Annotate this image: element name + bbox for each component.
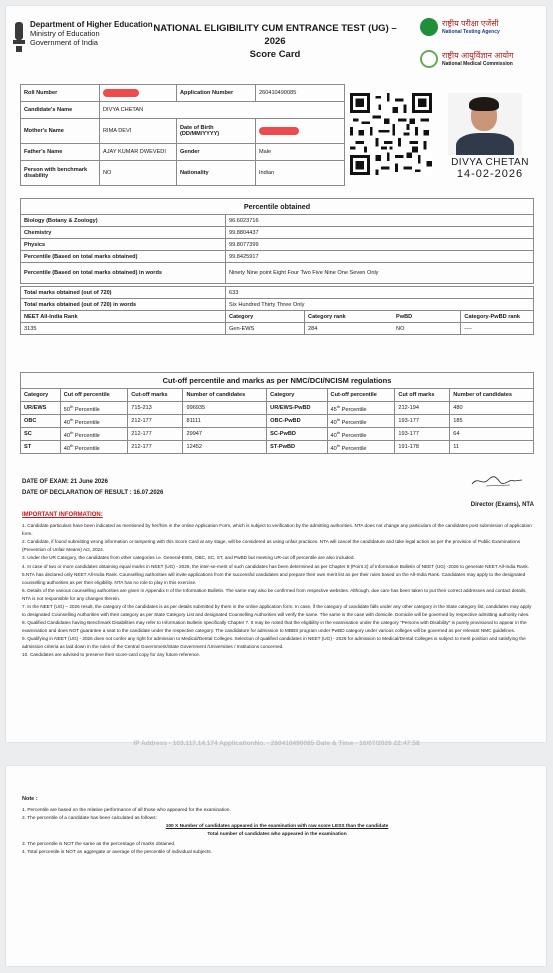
percentile-label: Physics	[21, 239, 226, 251]
percentile-word: Percentile	[74, 445, 100, 452]
note-item: 4. Total percentile is NOT an aggregate or average of the percentile of individual subjects.	[22, 850, 212, 855]
ordinal-suffix: th	[70, 403, 74, 409]
marks-label: Total marks obtained (out of 720) in words	[21, 299, 226, 311]
important-notes	[22, 522, 534, 660]
cutoff-cell	[327, 402, 395, 415]
cutoff-cell	[327, 441, 395, 454]
rank-header-category-rank: Category rank	[308, 313, 346, 320]
redaction-mark	[103, 89, 139, 97]
percentile-word: Percentile	[341, 432, 367, 439]
formula-numerator	[22, 823, 532, 831]
rank-value-category-rank: 284	[308, 325, 318, 332]
cutoff-cell: 480	[450, 402, 534, 415]
cutoff-cell: 191-178	[395, 441, 450, 454]
ordinal-suffix: th	[336, 442, 341, 448]
photo-caption-name: DIVYA CHETAN	[451, 157, 529, 168]
mother-label: Mother's Name	[21, 119, 100, 144]
cutoff-col-header: Cut-off marks	[128, 389, 183, 402]
title-line-2: 2026	[264, 36, 286, 47]
important-item: 10. Candidates are advised to preserve their score-card copy for any future reference.	[22, 652, 201, 657]
cutoff-cell	[60, 428, 127, 441]
cutoff-percentile-number: 40	[330, 419, 337, 426]
cutoff-cell: 212-177	[128, 441, 183, 454]
cutoff-heading: Cut-off percentile and marks as per NMC/DCI/NCISM regulations	[21, 373, 534, 389]
dept-line-1: Department of Higher Education	[30, 20, 153, 29]
percentile-label: Chemistry	[21, 227, 226, 239]
rank-header: NEET All-India Rank	[21, 311, 226, 323]
note-heading: Note :	[22, 796, 38, 802]
rank-header-pwbd: PwBD	[396, 313, 413, 320]
cutoff-cell: 185	[450, 415, 534, 428]
percentile-label: Percentile (Based on total marks obtained)	[21, 251, 226, 263]
cutoff-row	[21, 402, 534, 415]
nta-name	[442, 19, 500, 36]
cutoff-cell: 81111	[183, 415, 267, 428]
cutoff-cell: OBC-PwBD	[267, 415, 327, 428]
marks-value: Six Hundred Thirty Three Only	[226, 299, 534, 311]
cutoff-rows	[21, 402, 534, 454]
marks-value: 633	[226, 287, 534, 299]
dob-value	[256, 119, 345, 144]
gender-value: Male	[256, 144, 345, 161]
cutoff-cell: 715-213	[128, 402, 183, 415]
nmc-name	[442, 51, 514, 68]
app-label: Application Number	[177, 85, 256, 102]
cutoff-col-header: Category	[21, 389, 61, 402]
percentile-word: Percentile	[74, 406, 100, 413]
cutoff-col-header: Number of candidates	[450, 389, 534, 402]
ordinal-suffix: th	[336, 416, 341, 422]
dates-block	[22, 477, 163, 499]
rank-header: Category-PwBD rank	[461, 311, 534, 323]
cutoff-cell: 212-177	[128, 428, 183, 441]
nationality-label: Nationality	[177, 161, 256, 186]
cutoff-col-header: Number of candidates	[183, 389, 267, 402]
cutoff-cell: UR/EWS	[21, 402, 61, 415]
cutoff-cell: SC-PwBD	[267, 428, 327, 441]
cutoff-cell: ST	[21, 441, 61, 454]
photo-caption-date: 14-02-2026	[456, 168, 524, 180]
cutoff-percentile-number: 40	[63, 419, 71, 426]
nta-logo-icon	[420, 18, 438, 36]
percentile-word: Percentile	[74, 419, 100, 426]
percentile-word: Percentile	[341, 445, 367, 452]
percentile-heading: Percentile obtained	[21, 199, 534, 215]
cutoff-cell: 12452	[183, 441, 267, 454]
photo-body	[456, 133, 514, 155]
cutoff-cell: SC	[21, 428, 61, 441]
important-heading: IMPORTANT INFORMATION:	[22, 512, 103, 518]
important-item: 4. In case of two or more candidates obtaining equal marks in NEET (UG) - 2026, the inter-se-merit of such candidates has been determined as per Chapter 8 (Point 2) of Information Bulletin of NEET (UG) -2026 to generate NEET All-India Rank.	[22, 563, 530, 569]
cutoff-percentile-number: 45	[330, 406, 337, 413]
signature-icon	[470, 474, 524, 488]
nta-hindi: राष्ट्रीय परीक्षा एजेंसी	[442, 19, 499, 28]
cutoff-row	[21, 441, 534, 454]
percentile-label: Percentile (Based on total marks obtained) in words	[21, 263, 226, 284]
page-title	[150, 22, 400, 61]
cutoff-col-header: Cut-off percentile	[327, 389, 395, 402]
rank-value-pwbd: NO	[396, 325, 405, 332]
gender-label: Gender	[177, 144, 256, 161]
ordinal-suffix: th	[70, 442, 74, 448]
cutoff-cell: 193-177	[395, 415, 450, 428]
rank-value: Gen-EWS	[226, 323, 305, 335]
important-item: 3. Under the UR Category, the candidates from other categories i.e. General-EWS, OBC, SC, ST, and PwBD but meeting UR-cut off percentile are also included.	[22, 555, 355, 560]
cutoff-row	[21, 428, 534, 441]
ordinal-suffix: th	[70, 429, 74, 435]
signatory-title: Director (Exams), NTA	[470, 502, 534, 508]
rank-header: Category	[226, 311, 305, 323]
cutoff-cell	[327, 415, 395, 428]
nmc-logo-icon	[420, 50, 438, 68]
nmc-hindi: राष्ट्रीय आयुर्विज्ञान आयोग	[442, 51, 514, 60]
pwd-label: Person with benchmark disability	[21, 161, 100, 186]
percentile-value: Ninety Nine point Eight Four Two Five Nine One Seven Only	[226, 263, 534, 284]
father-value: AJAY KUMAR DWEVEDI	[100, 144, 177, 161]
cutoff-cell: 212-177	[128, 415, 183, 428]
footer-ip-line: IP Address - 103.117.14.174 ApplicationNo. - 260410490085 Date & Time - 16/07/2026 22:47:58	[133, 740, 420, 747]
note-item: 1. Percentile are based on the relative performance of all those who appeared for the examination.	[22, 808, 231, 813]
dob-label: Date of Birth (DD/MM/YYYY)	[177, 119, 256, 144]
dept-line-3: Government of India	[30, 38, 98, 47]
percentile-value: 99.8425917	[226, 251, 534, 263]
percentile-word: Percentile	[74, 432, 100, 439]
title-line-1: NATIONAL ELIGIBILITY CUM ENTRANCE TEST (UG) –	[153, 23, 397, 34]
important-item: 7. In the NEET (UG) – 2026 result, the category of the candidates is as per details submitted by them in the online application form. In case, if the category of candidate falls under any other category in the State category list, candidates may apply to designated Counselling Authorities with their category as per State Category List and designated Counselling Authorities will verify the same. The same is the case with domicile. Domicile will be governed by respective admitting authority rules.	[22, 604, 532, 617]
cutoff-cell: 11	[450, 441, 534, 454]
title-line-3: Score Card	[249, 49, 301, 60]
ordinal-suffix: th	[70, 416, 74, 422]
cutoff-cell	[60, 415, 127, 428]
important-item: 1. Candidate particulars have been indicated as mentioned by her/him in the online Application Form, which is subject to verification by the admitting authorities. NTA does not change any particulars of the candidates post submission of application form.	[22, 523, 532, 536]
rank-value: ----	[461, 323, 534, 335]
percentile-word: Percentile	[341, 406, 367, 413]
marks-label: Total marks obtained (out of 720)	[21, 287, 226, 299]
cutoff-cell: 64	[450, 428, 534, 441]
important-item: 9. Qualifying in NEET (UG) - 2026 does not confer any right for admission to Medical/Dental Colleges. Selection of qualified candidates in NEET (UG) - 2026 for admission to Medical/Dental Colleges is subject to merit position and satisfying the admission criteria as laid down in the rules of the Central Government/State Government /Universities / Institutions concerned.	[22, 636, 526, 649]
cutoff-cell	[327, 428, 395, 441]
cutoff-percentile-number: 40	[330, 445, 337, 452]
mother-value: RIMA DEVI	[100, 119, 177, 144]
percentile-value: 99.8804437	[226, 227, 534, 239]
redaction-mark	[259, 127, 299, 135]
nta-english: National Testing Agency	[442, 29, 500, 35]
percentile-value: 99.8077399	[226, 239, 534, 251]
header	[0, 0, 540, 80]
note-item: 3. The percentile is NOT the same as the percentage of marks obtained.	[22, 842, 176, 847]
note-section	[22, 795, 532, 857]
ordinal-suffix: th	[336, 429, 341, 435]
percentile-table	[20, 198, 534, 335]
cutoff-table	[20, 372, 534, 454]
rank-value: 3135	[21, 323, 226, 335]
exam-date: DATE OF EXAM: 21 June 2026	[22, 479, 108, 485]
national-emblem-icon	[12, 20, 26, 54]
cutoff-cell: ST-PwBD	[267, 441, 327, 454]
cutoff-cell: UR/EWS-PwBD	[267, 402, 327, 415]
dept-line-2: Ministry of Education	[30, 29, 100, 38]
roll-label: Roll Number	[21, 85, 100, 102]
father-label: Father's Name	[21, 144, 100, 161]
cutoff-row	[21, 415, 534, 428]
cutoff-cell	[60, 441, 127, 454]
app-value: 260410490085	[256, 85, 345, 102]
candidate-photo	[448, 93, 522, 155]
name-label: Candidate's Name	[21, 102, 100, 119]
formula-denominator: Total number of candidates who appeared in the examination	[207, 832, 347, 837]
important-item: 6. Details of the various counselling authorities are given in Appendix II of the Information Bulletin. The same may also be confirmed from respective websites. Although, due care has been taken to put their correct addresses and contact details, NTA is not responsible for any changes therein.	[22, 588, 527, 601]
cutoff-cell: 212-194	[395, 402, 450, 415]
name-value: DIVYA CHETAN	[100, 102, 345, 119]
percentile-word: Percentile	[341, 419, 367, 426]
percentile-label: Biology (Botany & Zoology)	[21, 215, 226, 227]
rank-value	[305, 323, 461, 335]
roll-value	[100, 85, 177, 102]
rank-header	[305, 311, 461, 323]
cutoff-cell	[60, 402, 127, 415]
cutoff-col-header: Cut off percentile	[60, 389, 127, 402]
cutoff-percentile-number: 50	[63, 406, 71, 413]
cutoff-percentile-number: 40	[63, 432, 71, 439]
nmc-english: National Medical Commission	[442, 61, 513, 67]
pwd-value: NO	[100, 161, 177, 186]
declaration-date: DATE OF DECLARATION OF RESULT : 16.07.2026	[22, 490, 164, 496]
cutoff-cell: 29947	[183, 428, 267, 441]
important-item: 5.NTA has declared only NEET All-India Rank. Counselling authorities will invite applications from the successful candidates and prepare their own merit list as per their rules based on the All-India Rank. Candidates may apply to the designated counselling authorities as per their eligibility. NTA has no role to play in this exercise.	[22, 572, 526, 585]
note-item: 2. The percentile of a candidate has been calculated as follows:	[22, 816, 157, 821]
cutoff-cell: OBC	[21, 415, 61, 428]
cutoff-col-header: Category	[267, 389, 327, 402]
cutoff-cell: 193-177	[395, 428, 450, 441]
formula-numerator-text: 100 X Number of candidates appeared in the examination with raw score LESS than the candidate	[165, 824, 389, 829]
ordinal-suffix: th	[336, 403, 341, 409]
photo-hair	[469, 97, 499, 111]
percentile-value: 96.6023716	[226, 215, 534, 227]
cutoff-percentile-number: 40	[330, 432, 337, 439]
cutoff-cell: 996935	[183, 402, 267, 415]
cutoff-col-header: Cut off marks	[395, 389, 450, 402]
important-item: 2. Candidate, if found submitting wrong information or tampering with this Score Card at any stage, will be considered as using unfair practices. NTA will cancel the candidature and take legal action as per the provision of Public Examinations (Prevention of Unfair Means) Act, 2024.	[22, 539, 521, 552]
qr-code-icon	[350, 93, 432, 175]
cutoff-percentile-number: 40	[63, 445, 71, 452]
department-block	[30, 20, 153, 47]
nationality-value: Indian	[256, 161, 345, 186]
candidate-details-table	[20, 84, 345, 186]
important-item: 8. Qualified Candidates having Benchmark Disabilities may refer to Information Bulletin specifically Chapter 7. It may be noted that the eligibility in the examination under the category "Persons with Disability" is purely provisional to appear in the examination and does NOT guarantee a seat to the candidate under the respective category. The candidature for admission to MBBS program under PwBD category under various colleges will be governed as per relevant NMC guidelines.	[22, 620, 527, 633]
